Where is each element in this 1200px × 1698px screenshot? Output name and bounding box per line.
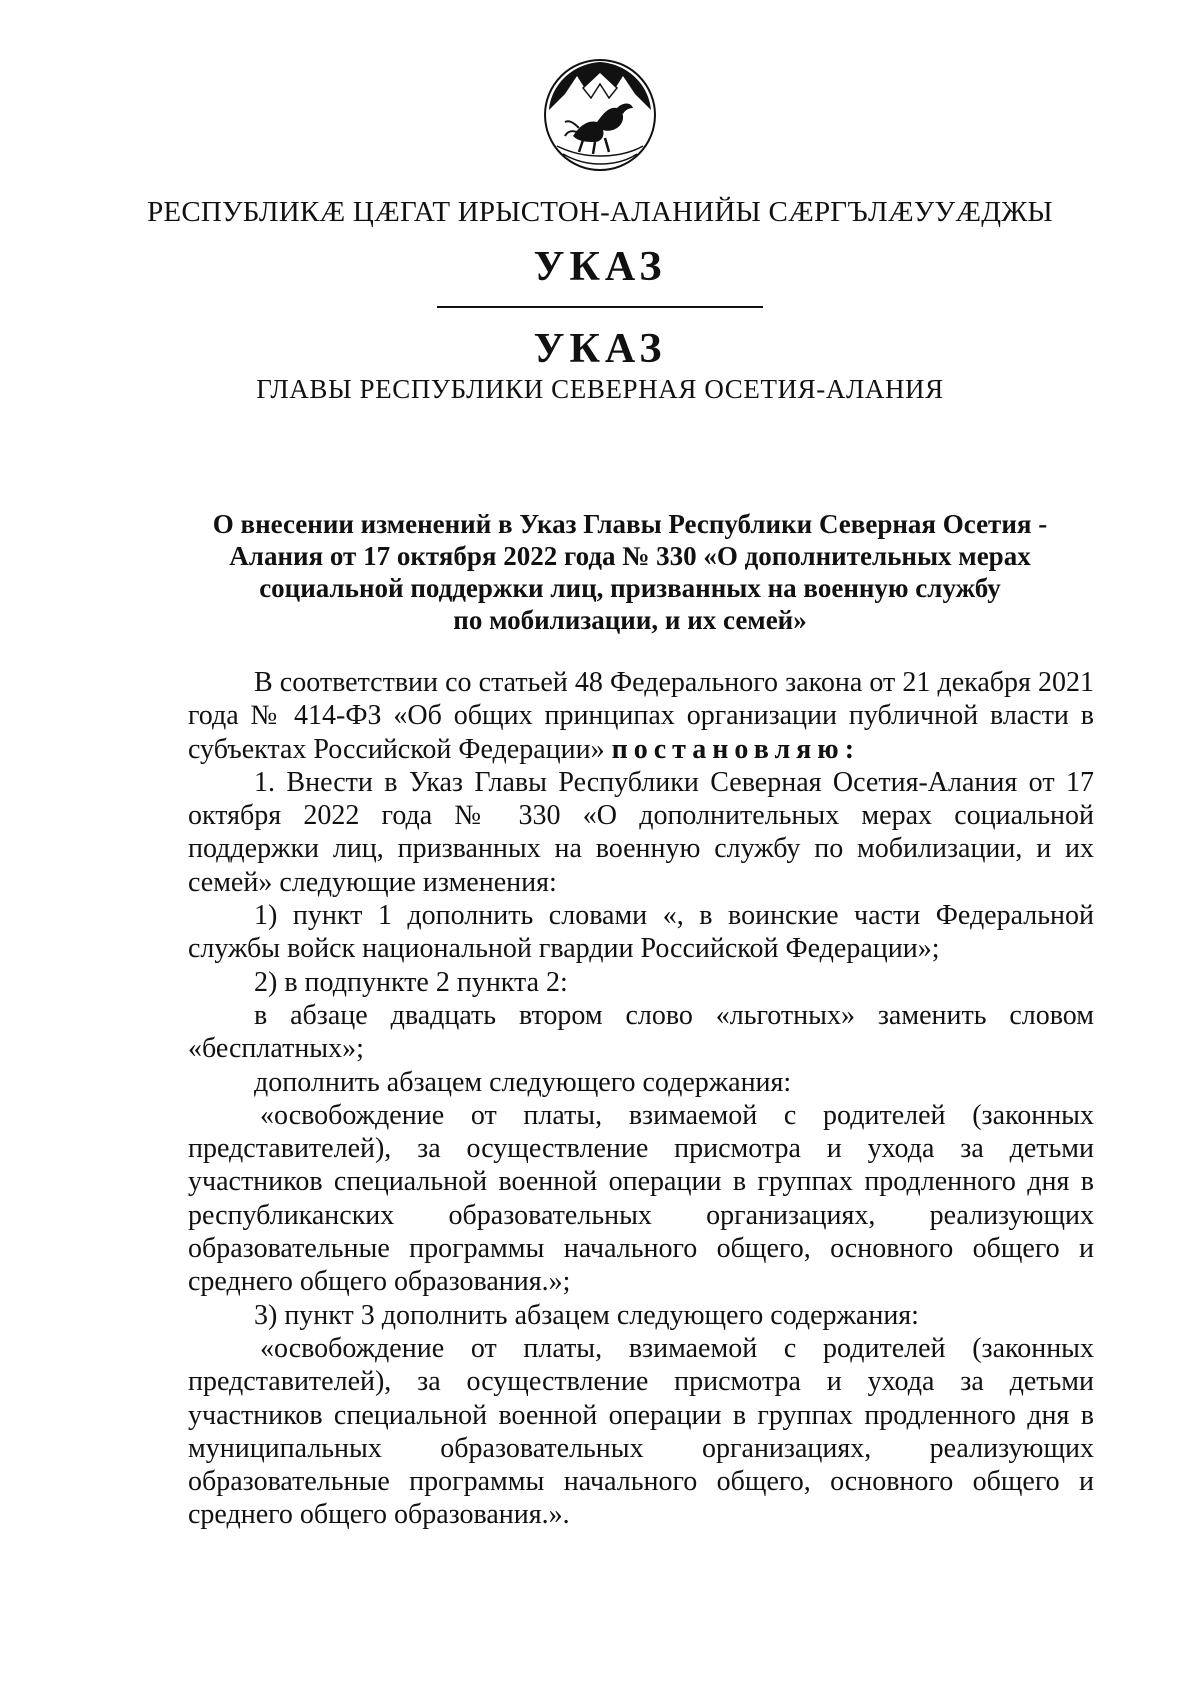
subitem-2: 2) в подпункте 2 пункта 2: bbox=[254, 966, 568, 998]
decree-heading-russian: УКАЗ bbox=[533, 326, 667, 372]
subitem-2-abzac: в абзаце двадцать втором слово «льготных» заменить словом «бесплатных»; bbox=[188, 999, 1094, 1065]
title-line: О внесении изменений в Указ Главы Республики Северная Осетия - bbox=[212, 509, 1048, 539]
paragraph-item-1: 1. Внести в Указ Главы Республики Северная Осетия-Алания от 17 октября 2022 года № 330 «О дополнительных мерах социальной поддержки лиц, призванных на военную службу по мобилизации, и их семей» следующие изменения: bbox=[188, 766, 1094, 898]
decree-heading-ossetian: УКАЗ bbox=[533, 244, 667, 290]
subitem-3: 3) пункт 3 дополнить абзацем следующего содержания: bbox=[254, 1299, 919, 1331]
subitem-3-addition-quote: «освобождение от платы, взимаемой с родителей (законных представителей), за осуществление присмотра и ухода за детьми участников специальной военной операции в группах продленного дня в муниципальных образовательных организациях, реализующих образовательные программы начального общего, основного общего и среднего общего образования.». bbox=[188, 1332, 1094, 1531]
title-line: по мобилизации, и их семей» bbox=[453, 605, 807, 635]
coat-of-arms-icon bbox=[543, 58, 657, 172]
subitem-2-addition-intro: дополнить абзацем следующего содержания: bbox=[254, 1066, 792, 1098]
resolve-word: постановляю bbox=[611, 733, 845, 765]
header-divider bbox=[437, 306, 763, 308]
preamble-paragraph bbox=[188, 666, 1094, 766]
russian-header-title: ГЛАВЫ РЕСПУБЛИКИ СЕВЕРНАЯ ОСЕТИЯ-АЛАНИЯ bbox=[256, 374, 944, 404]
subitem-1: 1) пункт 1 дополнить словами «, в воинские части Федеральной службы войск национальной гвардии Российской Федерации»; bbox=[188, 900, 1094, 965]
subitem-2-addition-quote: «освобождение от платы, взимаемой с родителей (законных представителей), за осуществление присмотра и ухода за детьми участников специальной военной операции в группах продленного дня в республиканских образовательных организациях, реализующих образовательные программы начального общего, основного общего и среднего общего образования.»; bbox=[188, 1099, 1094, 1298]
title-line: Алания от 17 октября 2022 года № 330 «О дополнительных мерах bbox=[229, 541, 1031, 571]
document-body bbox=[188, 666, 1094, 1532]
preamble-text: В соответствии со статьей 48 Федерального закона от 21 декабря 2021 года № 414-ФЗ «Об общих принципах организации публичной власти в субъектах Российской Федерации» bbox=[188, 667, 1094, 765]
document-title bbox=[180, 508, 1080, 636]
ossetian-header-title: РЕСПУБЛИКÆ ЦÆГАТ ИРЫСТОН-АЛАНИЙЫ СÆРГЪЛÆУУÆДЖЫ bbox=[147, 196, 1053, 228]
resolve-colon: : bbox=[844, 733, 855, 765]
title-line: социальной поддержки лиц, призванных на военную службу bbox=[259, 573, 1001, 603]
